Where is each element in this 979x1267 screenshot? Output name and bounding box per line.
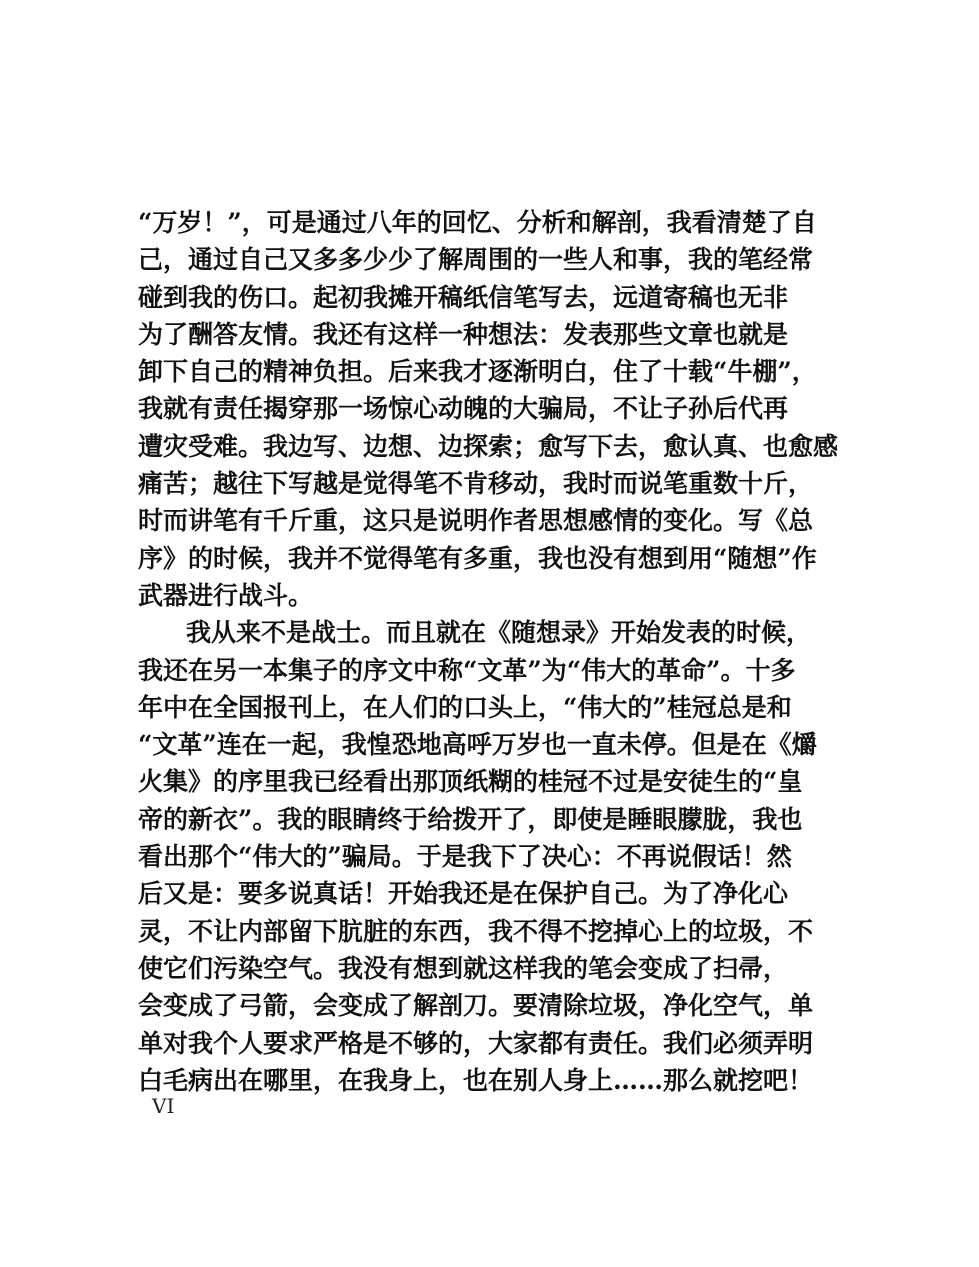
text-line: 看出那个“伟大的”骗局。于是我下了决心：不再说假话！然 (138, 842, 792, 872)
text-line: 武器进行战斗。 (138, 580, 314, 610)
text-line: 遭灾受难。我边写、边想、边探索；愈写下去，愈认真、也愈感 (138, 431, 839, 461)
body-text (138, 204, 839, 1099)
paragraph-2 (138, 614, 817, 1099)
page-number: VI (152, 1094, 175, 1118)
text-line: 单对我个人要求严格是不够的，大家都有责任。我们必须弄明 (138, 1028, 814, 1058)
text-line: 后又是：要多说真话！开始我还是在保护自己。为了净化心 (138, 879, 789, 909)
text-line: 火集》的序里我已经看出那顶纸糊的桂冠不过是安徒生的“皇 (138, 767, 803, 797)
text-line: “万岁！”，可是通过八年的回忆、分析和解剖，我看清楚了自 (138, 208, 817, 237)
text-line: 碰到我的伤口。起初我摊开稿纸信笔写去，远道寄稿也无非 (138, 282, 789, 312)
text-line: 我还在另一本集子的序文中称“文革”为“伟大的革命”。十多 (138, 655, 796, 685)
text-line: 时而讲笔有千斤重，这只是说明作者思想感情的变化。写《总 (138, 506, 814, 536)
paragraph-1 (138, 204, 839, 614)
text-line: 会变成了弓箭，会变成了解剖刀。要清除垃圾，净化空气，单 (138, 991, 814, 1021)
text-line: 帝的新衣”。我的眼睛终于给拨开了，即使是睡眼朦胧，我也 (138, 804, 803, 834)
text-line: 我从来不是战士。而且就在《随想录》开始发表的时候， (186, 618, 812, 648)
text-line: 年中在全国报刊上，在人们的口头上，“伟大的”桂冠总是和 (138, 692, 792, 722)
text-line: “文革”连在一起，我惶恐地高呼万岁也一直未停。但是在《爝 (138, 730, 817, 760)
text-line: 灵，不让内部留下肮脏的东西，我不得不挖掉心上的垃圾，不 (138, 916, 814, 946)
text-line: 卸下自己的精神负担。后来我才逐渐明白，住了十载“牛棚”， (138, 357, 817, 387)
text-line: 白毛病出在哪里，在我身上，也在别人身上……那么就挖吧！ (138, 1065, 814, 1095)
text-line: 为了酬答友情。我还有这样一种想法：发表那些文章也就是 (138, 319, 789, 349)
text-line: 痛苦；越往下写越是觉得笔不肯移动，我时而说笔重数十斤， (138, 469, 814, 499)
text-line: 序》的时候，我并不觉得笔有多重，我也没有想到用“随想”作 (138, 543, 817, 573)
text-line: 使它们污染空气。我没有想到就这样我的笔会变成了扫帚， (138, 953, 789, 983)
text-line: 我就有责任揭穿那一场惊心动魄的大骗局，不让子孙后代再 (138, 394, 789, 424)
text-line: 己，通过自己又多多少少了解周围的一些人和事，我的笔经常 (138, 245, 814, 275)
